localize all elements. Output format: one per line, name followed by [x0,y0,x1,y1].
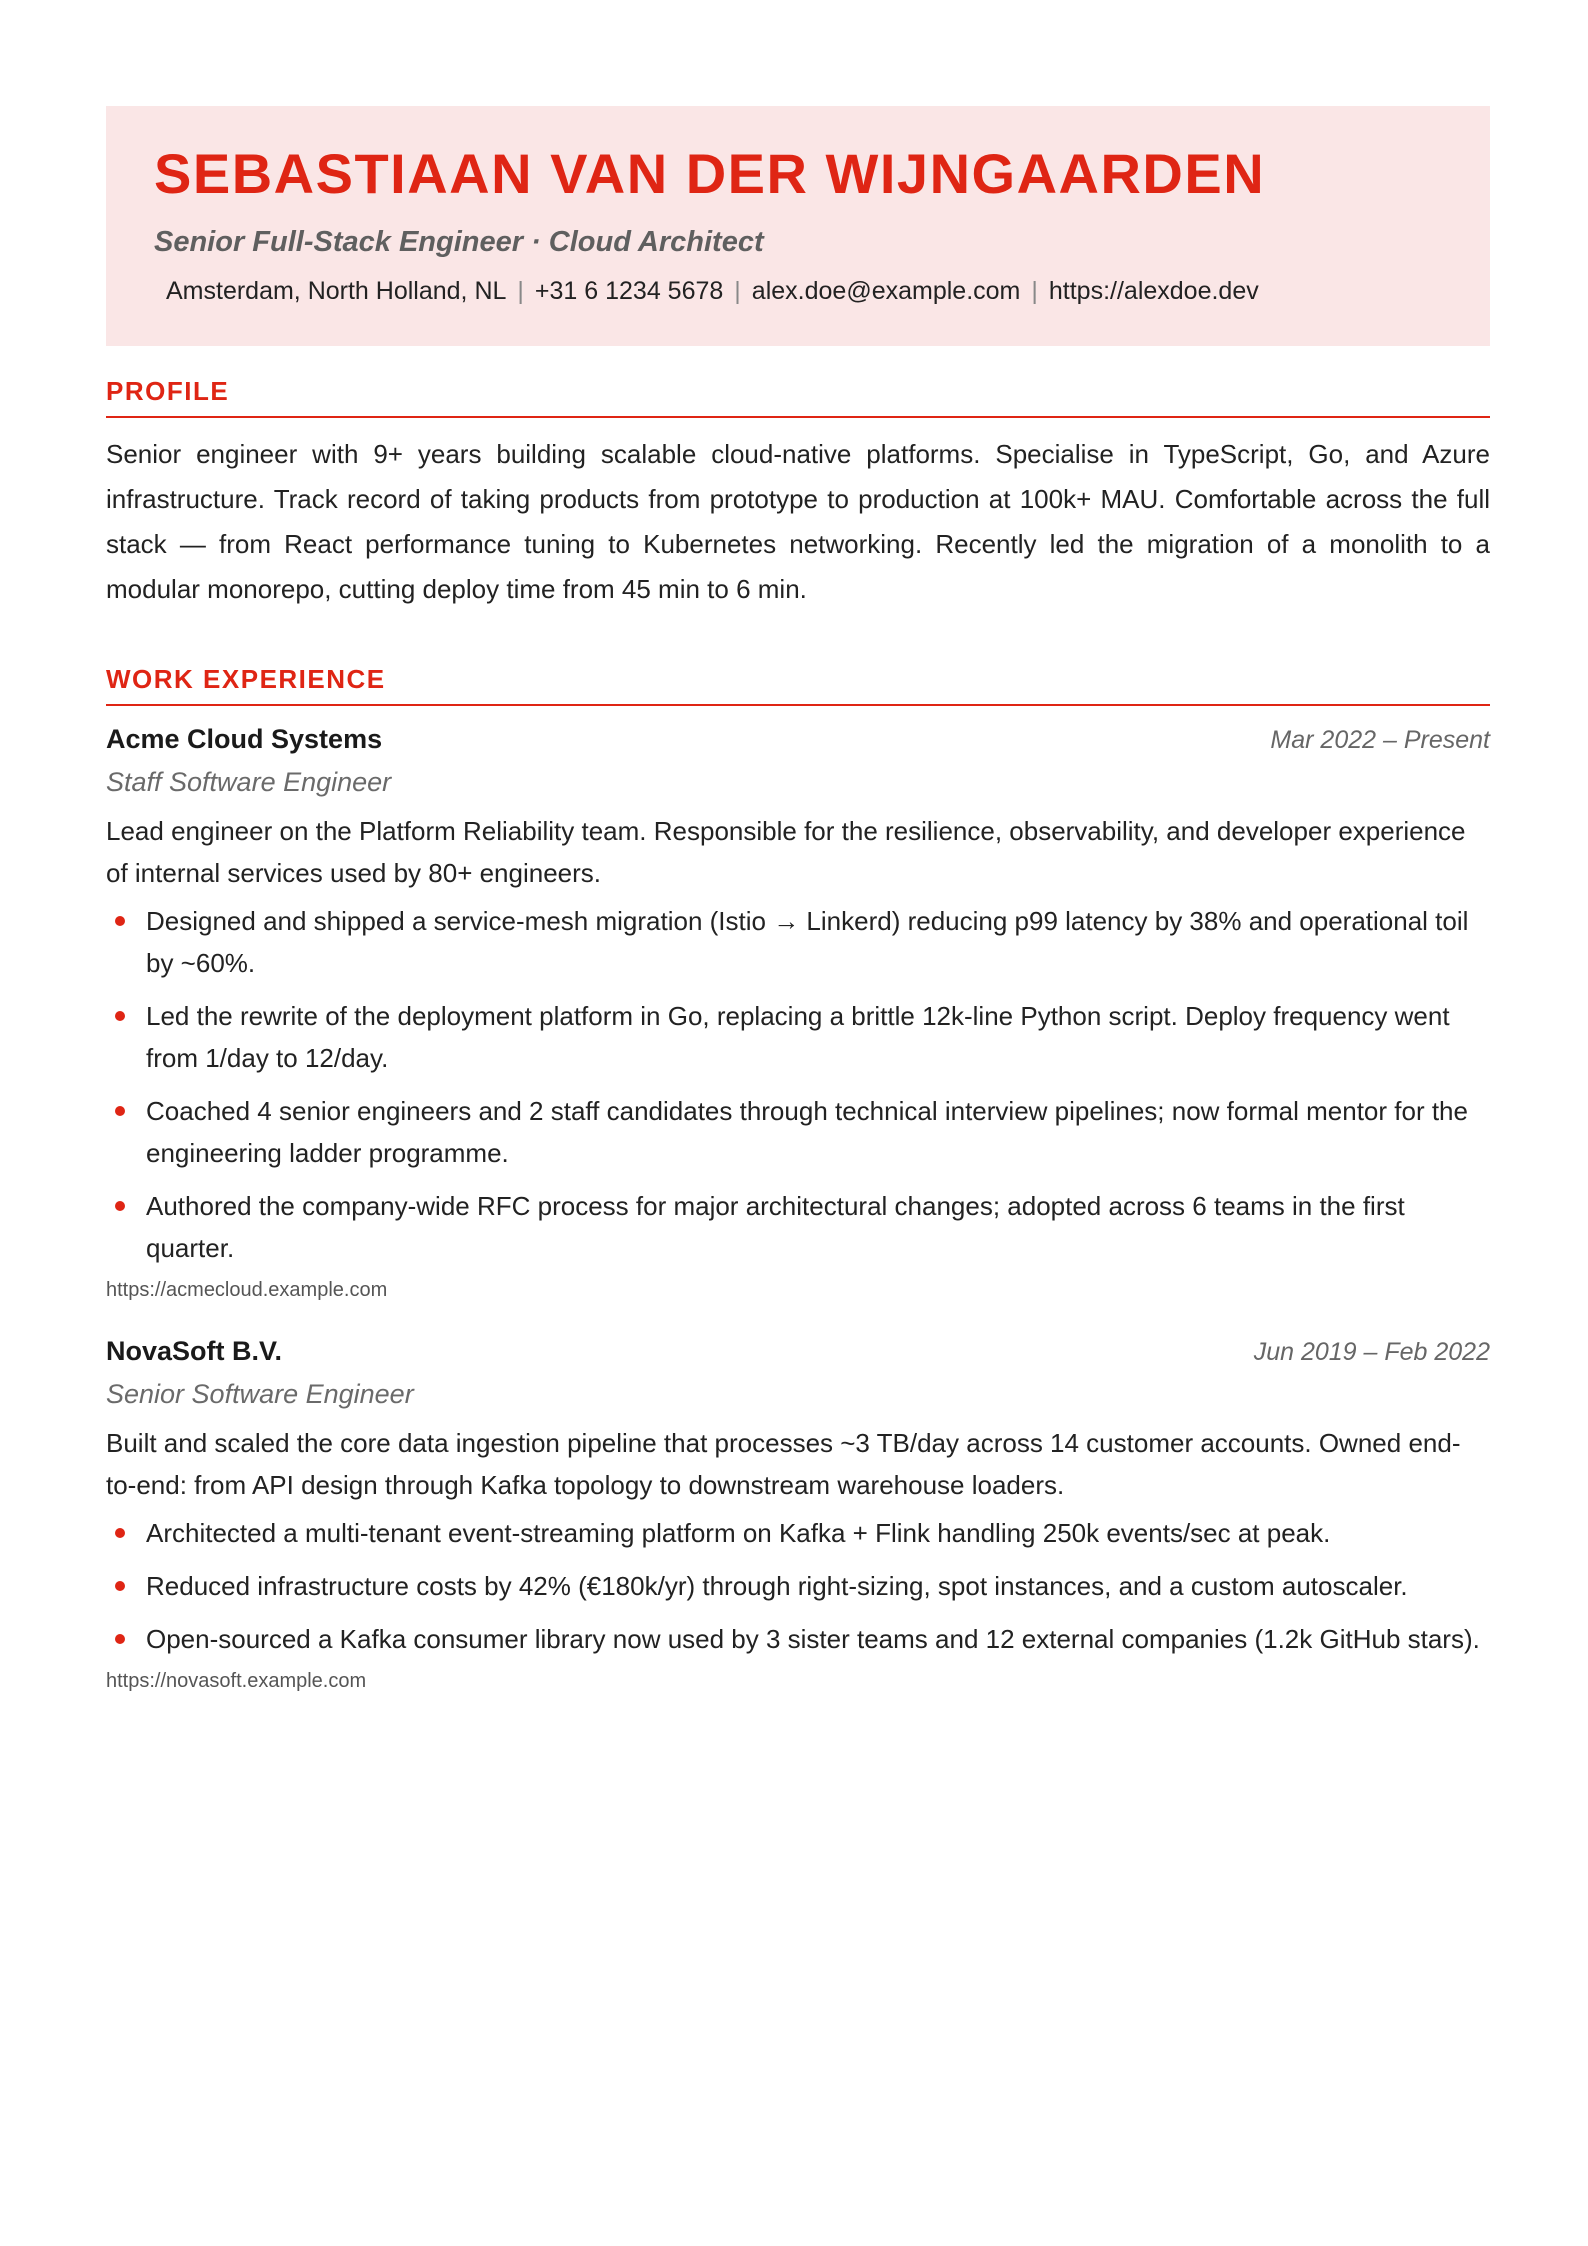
job-summary: Lead engineer on the Platform Reliability team. Responsible for the resilience, observability, and developer experience of internal services used by 80+ engineers. [106,816,1466,888]
bullet-dot-icon [115,1581,125,1591]
bullet-dot-icon [115,1634,125,1644]
job-dates: Jun 2019 – Feb 2022 [1253,1338,1490,1366]
job-role: Staff Software Engineer [106,767,392,797]
job-company-link[interactable]: https://acmecloud.example.com [106,1279,388,1301]
job-dates: Mar 2022 – Present [1270,726,1490,754]
job-company: NovaSoft B.V. [106,1336,283,1366]
job-bullet [106,1090,1490,1174]
bullet-dot-icon [115,1011,125,1021]
contact-website[interactable]: https://alexdoe.dev [1048,277,1259,305]
job-bullet-list [106,900,1490,1269]
job-bullet-text: Designed and shipped a service-mesh migration (Istio → Linkerd) reducing p99 latency by 38% and operational toil by ~60%. [146,906,1469,978]
contact-location: Amsterdam, North Holland, NL [166,277,507,305]
job-bullet [106,1512,1490,1554]
job-bullet-list [106,1512,1490,1660]
job-bullet-text: Architected a multi-tenant event-streaming platform on Kafka + Flink handling 250k events/sec at peak. [146,1518,1331,1548]
bullet-dot-icon [115,1106,125,1116]
job-bullet-text: Open-sourced a Kafka consumer library now used by 3 sister teams and 12 external companies (1.2k GitHub stars). [146,1624,1480,1654]
job-bullet [106,1185,1490,1269]
job-entry [106,726,1490,1300]
section-heading-work-experience: WORK EXPERIENCE [106,666,1490,706]
profile-section [106,378,1490,612]
job-header [106,1338,1490,1365]
candidate-name: SEBASTIAAN VAN DER WIJNGAARDEN [154,142,1266,205]
resume-page [106,106,1490,1691]
job-company: Acme Cloud Systems [106,724,383,754]
job-bullet-text: Coached 4 senior engineers and 2 staff candidates through technical interview pipelines; now formal mentor for the engineering ladder programme. [146,1096,1468,1168]
profile-summary: Senior engineer with 9+ years building scalable cloud-native platforms. Specialise in TypeScript, Go, and Azure infrastructure. Track record of taking products from prototype to production at 100k+ MAU. Comfortable across the full stack — from React performance tuning to Kubernetes networking. Recently led the migration of a monolith to a modular monorepo, cutting deploy time from 45 min to 6 min. [106,439,1490,604]
job-bullet-text: Led the rewrite of the deployment platform in Go, replacing a brittle 12k-line Python script. Deploy frequency went from 1/day to 12/day. [146,1001,1450,1073]
job-company-link[interactable]: https://novasoft.example.com [106,1670,367,1692]
job-role: Senior Software Engineer [106,1379,414,1409]
bullet-dot-icon [115,916,125,926]
job-entry [106,1338,1490,1691]
contact-separator: | [734,277,741,305]
job-bullet-text: Reduced infrastructure costs by 42% (€180k/yr) through right-sizing, spot instances, and a custom autoscaler. [146,1571,1408,1601]
header-band [106,106,1490,346]
job-bullet [106,995,1490,1079]
job-summary: Built and scaled the core data ingestion pipeline that processes ~3 TB/day across 14 customer accounts. Owned end-to-end: from API design through Kafka topology to downstream warehouse loaders. [106,1428,1461,1500]
job-bullet-text: Authored the company-wide RFC process for major architectural changes; adopted across 6 teams in the first quarter. [146,1191,1405,1263]
work-experience-section [106,666,1490,1691]
contact-line [154,279,1442,304]
section-heading-profile: PROFILE [106,378,1490,418]
job-bullet [106,900,1490,984]
candidate-headline: Senior Full-Stack Engineer · Cloud Architect [154,226,764,258]
bullet-dot-icon [115,1201,125,1211]
job-header [106,726,1490,753]
contact-email[interactable]: alex.doe@example.com [751,277,1021,305]
bullet-dot-icon [115,1528,125,1538]
job-bullet [106,1618,1490,1660]
contact-separator: | [517,277,524,305]
contact-separator: | [1031,277,1038,305]
contact-phone[interactable]: +31 6 1234 5678 [534,277,724,305]
job-bullet [106,1565,1490,1607]
